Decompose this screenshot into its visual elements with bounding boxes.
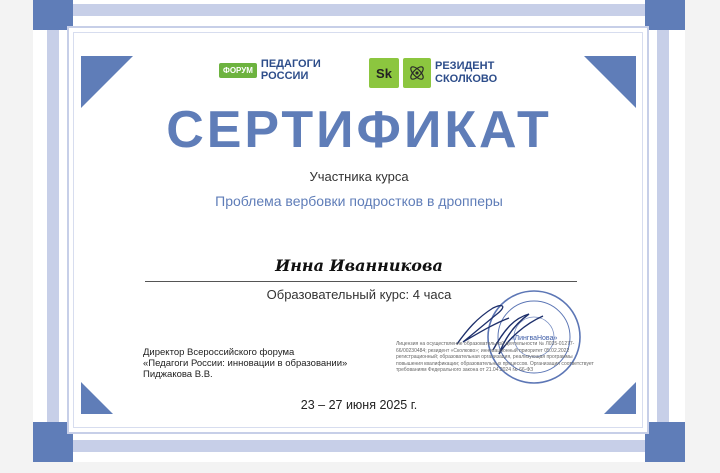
- certificate-date: 23 – 27 июня 2025 г.: [300, 398, 418, 412]
- course-title: Проблема вербовки подростков в дропперы: [215, 193, 503, 209]
- skolkovo-logo: [369, 58, 497, 88]
- skolkovo-logo-text: РЕЗИДЕНТ СКОЛКОВО: [435, 60, 498, 85]
- frame-band-bottom: [33, 440, 685, 452]
- recipient-name: Инна Иванникова: [275, 256, 443, 275]
- forum-logo-text: ПЕДАГОГИ РОССИИ: [260, 58, 321, 82]
- name-underline: [145, 281, 577, 282]
- corner-block-tr: [645, 0, 685, 30]
- frame-band-right: [657, 0, 669, 462]
- forum-badge: ФОРУМ: [219, 63, 257, 78]
- certificate-title: СЕРТИФИКАТ: [166, 101, 552, 159]
- course-hours: Образовательный курс: 4 часа: [266, 287, 452, 302]
- frame-band-top: [33, 4, 685, 16]
- stamp-text: «ЛингваНова»: [510, 335, 558, 342]
- participant-label: Участника курса: [309, 169, 409, 184]
- frame-band-left: [47, 0, 59, 462]
- corner-block-br: [645, 422, 685, 462]
- license-text: Лицензия на осуществление образовательной деятельности № Л035-01277-66/00230484; резидент «Сколково»; инновационный приоритет 05.02.2022 регистрационный; образовательная организация, реализующая программы повышения квалификации; образовательных процессов. Организация соответствует требованиям Федерального закона от 21.04.2024 № 66-ФЗ: [396, 341, 594, 373]
- atom-icon: [403, 58, 431, 88]
- certificate: [33, 0, 685, 462]
- director-signature-block: Директор Всероссийского форума «Педагоги России: инновации в образовании» Пиджакова В.В.: [143, 347, 348, 380]
- sk-badge: Sk: [369, 58, 399, 88]
- pedagogi-rossii-logo: [219, 58, 321, 82]
